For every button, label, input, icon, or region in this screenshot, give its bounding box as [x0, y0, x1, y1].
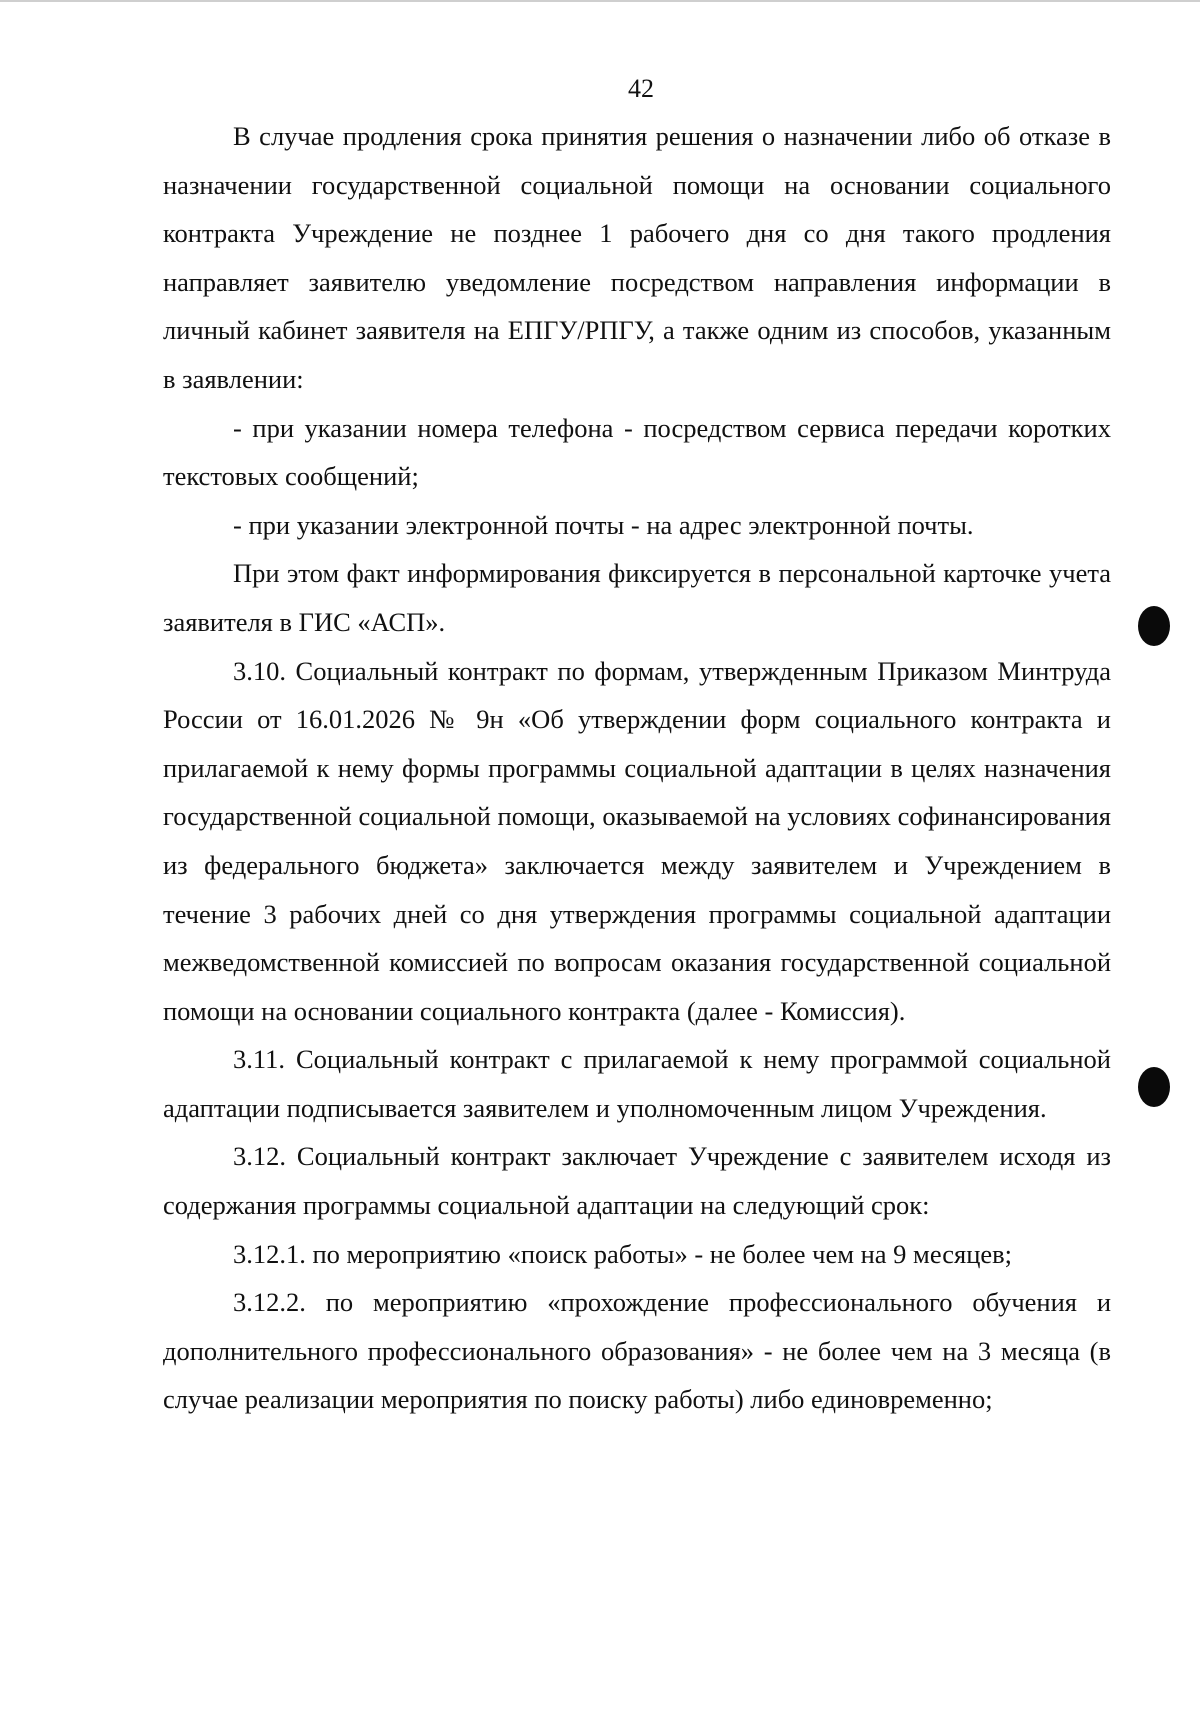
punch-hole-mark [1138, 1067, 1170, 1107]
paragraph-section-3-11: 3.11. Социальный контракт с прилагаемой к нему программой социальной адаптации подписывается заявителем и уполномоченным лицом Учреждения. [163, 1044, 1111, 1123]
paragraph-section-3-12: 3.12. Социальный контракт заключает Учреждение с заявителем исходя из содержания программы социальной адаптации на следующий срок: [163, 1141, 1111, 1221]
paragraph-extension-notice: В случае продления срока принятия решения о назначении либо об отказе в назначении государственной социальной помощи на основании социального контракта Учреждение не позднее 1 рабочего дня со дня такого продления направляет заявителю уведомление посредством направления информации в личный кабинет заявителя на ЕПГУ/РПГУ, а также одним из способов, указанным в заявлении: [163, 121, 1111, 394]
paragraph-section-3-12-2: 3.12.2. по мероприятию «прохождение профессионального обучения и дополнительного профессионального образования» - не более чем на 3 месяца (в случае реализации мероприятия по поиску работы) либо единовременно; [163, 1287, 1111, 1415]
document-body [163, 112, 1111, 1424]
page-number: 42 [628, 74, 654, 103]
paragraph-email-notice: - при указании электронной почты - на адрес электронной почты. [233, 509, 974, 540]
paragraph-phone-notice: - при указании номера телефона - посредством сервиса передачи коротких текстовых сообщений; [163, 412, 1111, 492]
paragraph-section-3-12-1: 3.12.1. по мероприятию «поиск работы» - не более чем на 9 месяцев; [233, 1238, 1013, 1269]
scan-edge [0, 0, 1200, 2]
punch-hole-mark [1138, 606, 1170, 646]
paragraph-gis-record: При этом факт информирования фиксируется в персональной карточке учета заявителя в ГИС «АСП». [163, 558, 1111, 637]
paragraph-section-3-10: 3.10. Социальный контракт по формам, утвержденным Приказом Минтруда России от 16.01.2026 № 9н «Об утверждении форм социального контракта и прилагаемой к нему формы программы социальной адаптации в целях назначения государственной социальной помощи, оказываемой на условиях софинансирования из федерального бюджета» заключается между заявителем и Учреждением в течение 3 рабочих дней со дня утверждения программы социальной адаптации межведомственной комиссией по вопросам оказания государственной социальной помощи на основании социального контракта (далее - Комиссия). [163, 655, 1111, 1026]
